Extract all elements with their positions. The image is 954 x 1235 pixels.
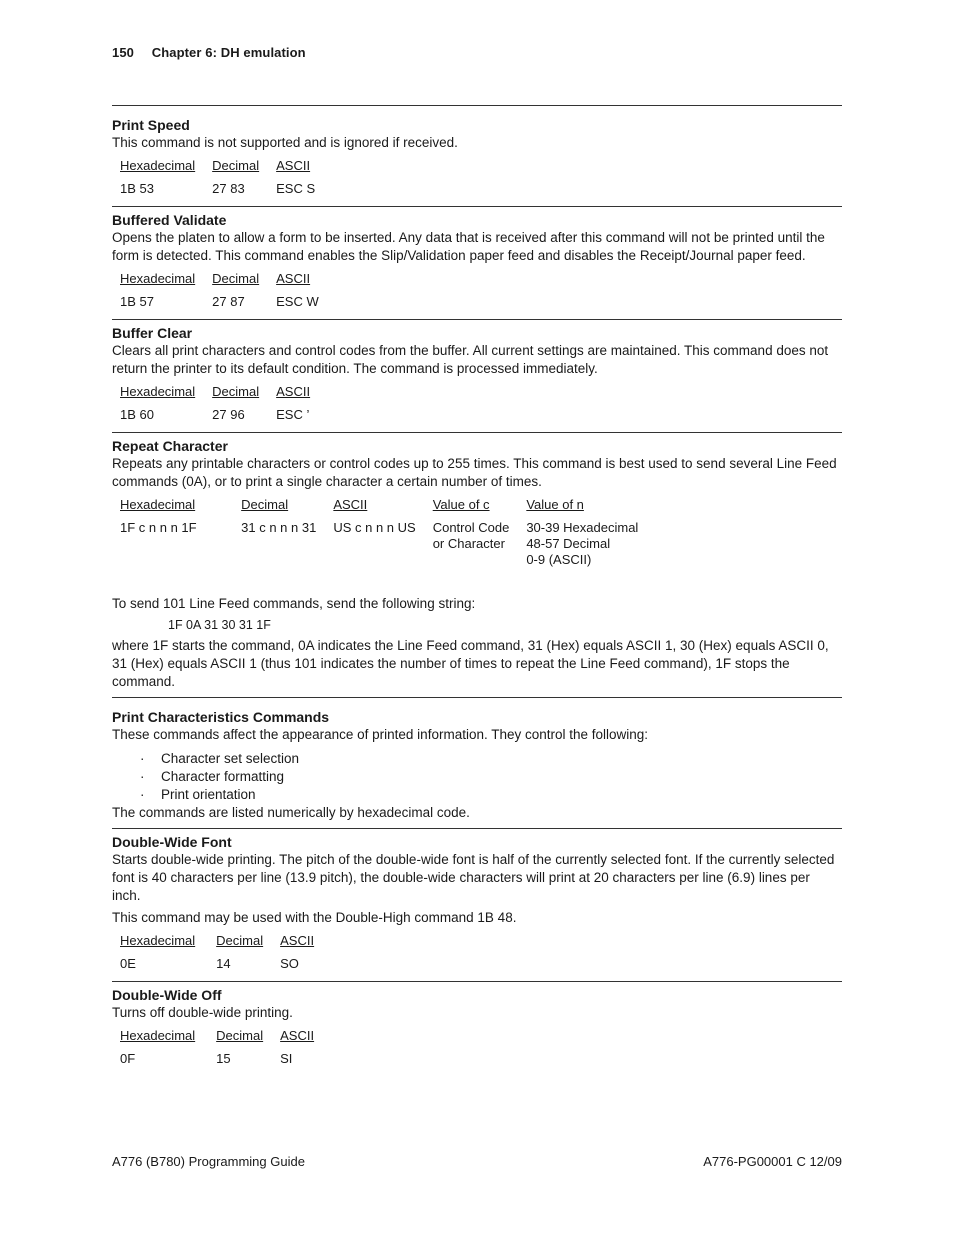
column-header-hex: Hexadecimal <box>120 933 196 948</box>
section-description: Opens the platen to allow a form to be inserted. Any data that is received after this command will not be printed until the form is detected. This command enables the Slip/Validation paper feed and disables the Receipt/Journal paper feed. <box>112 230 825 263</box>
command-table <box>120 384 327 428</box>
hex-value: 0E <box>120 956 136 971</box>
command-table <box>120 497 655 573</box>
column-header-ascii: ASCII <box>333 497 368 512</box>
hex-value: 1B 53 <box>120 181 154 196</box>
value-n-line: 0-9 (ASCII) <box>526 552 592 567</box>
list-item <box>112 750 842 768</box>
column-header-ascii: ASCII <box>280 933 315 948</box>
list-item-text: Character formatting <box>161 769 285 784</box>
command-table <box>120 933 331 977</box>
list-item-text: Print orientation <box>161 787 256 802</box>
table-row <box>120 1051 331 1072</box>
example-string: 1F 0A 31 30 31 1F <box>168 618 271 632</box>
section-title: Buffered Validate <box>112 212 227 228</box>
column-header-decimal: Decimal <box>212 384 260 399</box>
decimal-value: 27 87 <box>212 294 245 309</box>
section-description: Clears all print characters and control codes from the buffer. All current settings are maintained. This command does not return the printer to its default condition. The command is processed immediately. <box>112 343 829 376</box>
column-header-hex: Hexadecimal <box>120 1028 196 1043</box>
section-title: Buffer Clear <box>112 325 193 341</box>
section-title: Print Characteristics Commands <box>112 709 330 725</box>
column-header-value-c: Value of c <box>432 497 490 512</box>
column-header-decimal: Decimal <box>216 933 264 948</box>
command-table <box>120 158 332 202</box>
section-title: Print Speed <box>112 117 190 133</box>
ascii-value: ESC S <box>276 181 316 196</box>
page-number: 150 <box>112 45 134 60</box>
value-c-line: or Character <box>432 536 505 551</box>
section-description: This command is not supported and is ignored if received. <box>112 135 458 150</box>
column-header-value-n: Value of n <box>526 497 584 512</box>
section-description: Turns off double-wide printing. <box>112 1005 293 1020</box>
ascii-value: SO <box>280 956 299 971</box>
column-header-hex: Hexadecimal <box>120 384 196 399</box>
decimal-value: 27 83 <box>212 181 245 196</box>
column-header-decimal: Decimal <box>212 158 260 173</box>
section-print-speed <box>112 105 842 202</box>
decimal-value: 15 <box>216 1051 231 1066</box>
page-header <box>112 45 306 60</box>
chapter-title: Chapter 6: DH emulation <box>151 45 306 60</box>
section-note: The commands are listed numerically by hexadecimal code. <box>112 805 470 820</box>
value-n-line: 30-39 Hexadecimal <box>526 520 639 535</box>
table-row <box>120 181 332 202</box>
section-description: These commands affect the appearance of printed information. They control the following: <box>112 727 649 742</box>
bullet-dot: · <box>140 769 145 784</box>
example-intro: To send 101 Line Feed commands, send the following string: <box>112 596 476 611</box>
bullet-list <box>112 750 842 804</box>
command-table <box>120 271 336 315</box>
section-buffer-clear <box>112 319 842 428</box>
decimal-value: 31 c n n n 31 <box>241 520 317 535</box>
table-row <box>120 956 331 977</box>
bullet-dot: · <box>140 787 145 802</box>
hex-value: 1B 60 <box>120 407 154 422</box>
value-c-cell <box>433 520 527 573</box>
hex-value: 1B 57 <box>120 294 154 309</box>
column-header-hex: Hexadecimal <box>120 158 196 173</box>
command-table <box>120 1028 331 1072</box>
section-description: Starts double-wide printing. The pitch of the double-wide font is half of the currently selected font. If the currently selected font is 40 characters per line (13.9 pitch), the double-wide characters will print at 20 characters per line (6.9) lines per inch. <box>112 852 835 903</box>
footer-left: A776 (B780) Programming Guide <box>112 1154 305 1169</box>
hex-value: 1F c n n n 1F <box>120 520 197 535</box>
example-explanation: where 1F starts the command, 0A indicates the Line Feed command, 31 (Hex) equals ASCII 1, 30 (Hex) equals ASCII 0, 31 (Hex) equals ASCII 1 (thus 101 indicates the number of times to repeat the Line Feed command), 1F stops the command. <box>112 638 829 689</box>
column-header-ascii: ASCII <box>276 158 311 173</box>
column-header-ascii: ASCII <box>276 384 311 399</box>
table-row <box>120 294 336 315</box>
column-header-ascii: ASCII <box>280 1028 315 1043</box>
table-row <box>120 520 655 573</box>
decimal-value: 14 <box>216 956 231 971</box>
section-print-characteristics <box>112 697 842 822</box>
footer-right: A776-PG00001 C 12/09 <box>703 1154 842 1169</box>
decimal-value: 27 96 <box>212 407 245 422</box>
section-title: Double-Wide Font <box>112 834 232 850</box>
page-footer <box>112 1154 842 1169</box>
section-title: Repeat Character <box>112 438 228 454</box>
column-header-decimal: Decimal <box>212 271 260 286</box>
value-n-cell <box>526 520 655 573</box>
table-row <box>120 407 327 428</box>
section-description: Repeats any printable characters or control codes up to 255 times. This command is best used to send several Line Feed commands (0A), or to print a single character a certain number of times. <box>112 456 837 489</box>
page-content <box>112 105 842 1076</box>
value-c-line: Control Code <box>432 520 510 535</box>
ascii-value: ESC ’ <box>276 407 310 422</box>
column-header-ascii: ASCII <box>276 271 311 286</box>
list-item <box>112 768 842 786</box>
section-note: This command may be used with the Double-High command 1B 48. <box>112 910 517 925</box>
column-header-decimal: Decimal <box>241 497 289 512</box>
hex-value: 0F <box>120 1051 136 1066</box>
section-buffered-validate <box>112 206 842 315</box>
bullet-dot: · <box>140 751 145 766</box>
column-header-hex: Hexadecimal <box>120 271 196 286</box>
column-header-hex: Hexadecimal <box>120 497 196 512</box>
section-repeat-character <box>112 432 842 691</box>
section-double-wide-off <box>112 981 842 1072</box>
ascii-value: SI <box>280 1051 293 1066</box>
ascii-value: ESC W <box>276 294 319 309</box>
value-n-line: 48-57 Decimal <box>526 536 611 551</box>
ascii-value: US c n n n US <box>333 520 416 535</box>
column-header-decimal: Decimal <box>216 1028 264 1043</box>
section-double-wide-font <box>112 828 842 977</box>
list-item-text: Character set selection <box>161 751 300 766</box>
list-item <box>112 786 842 804</box>
section-title: Double-Wide Off <box>112 987 222 1003</box>
